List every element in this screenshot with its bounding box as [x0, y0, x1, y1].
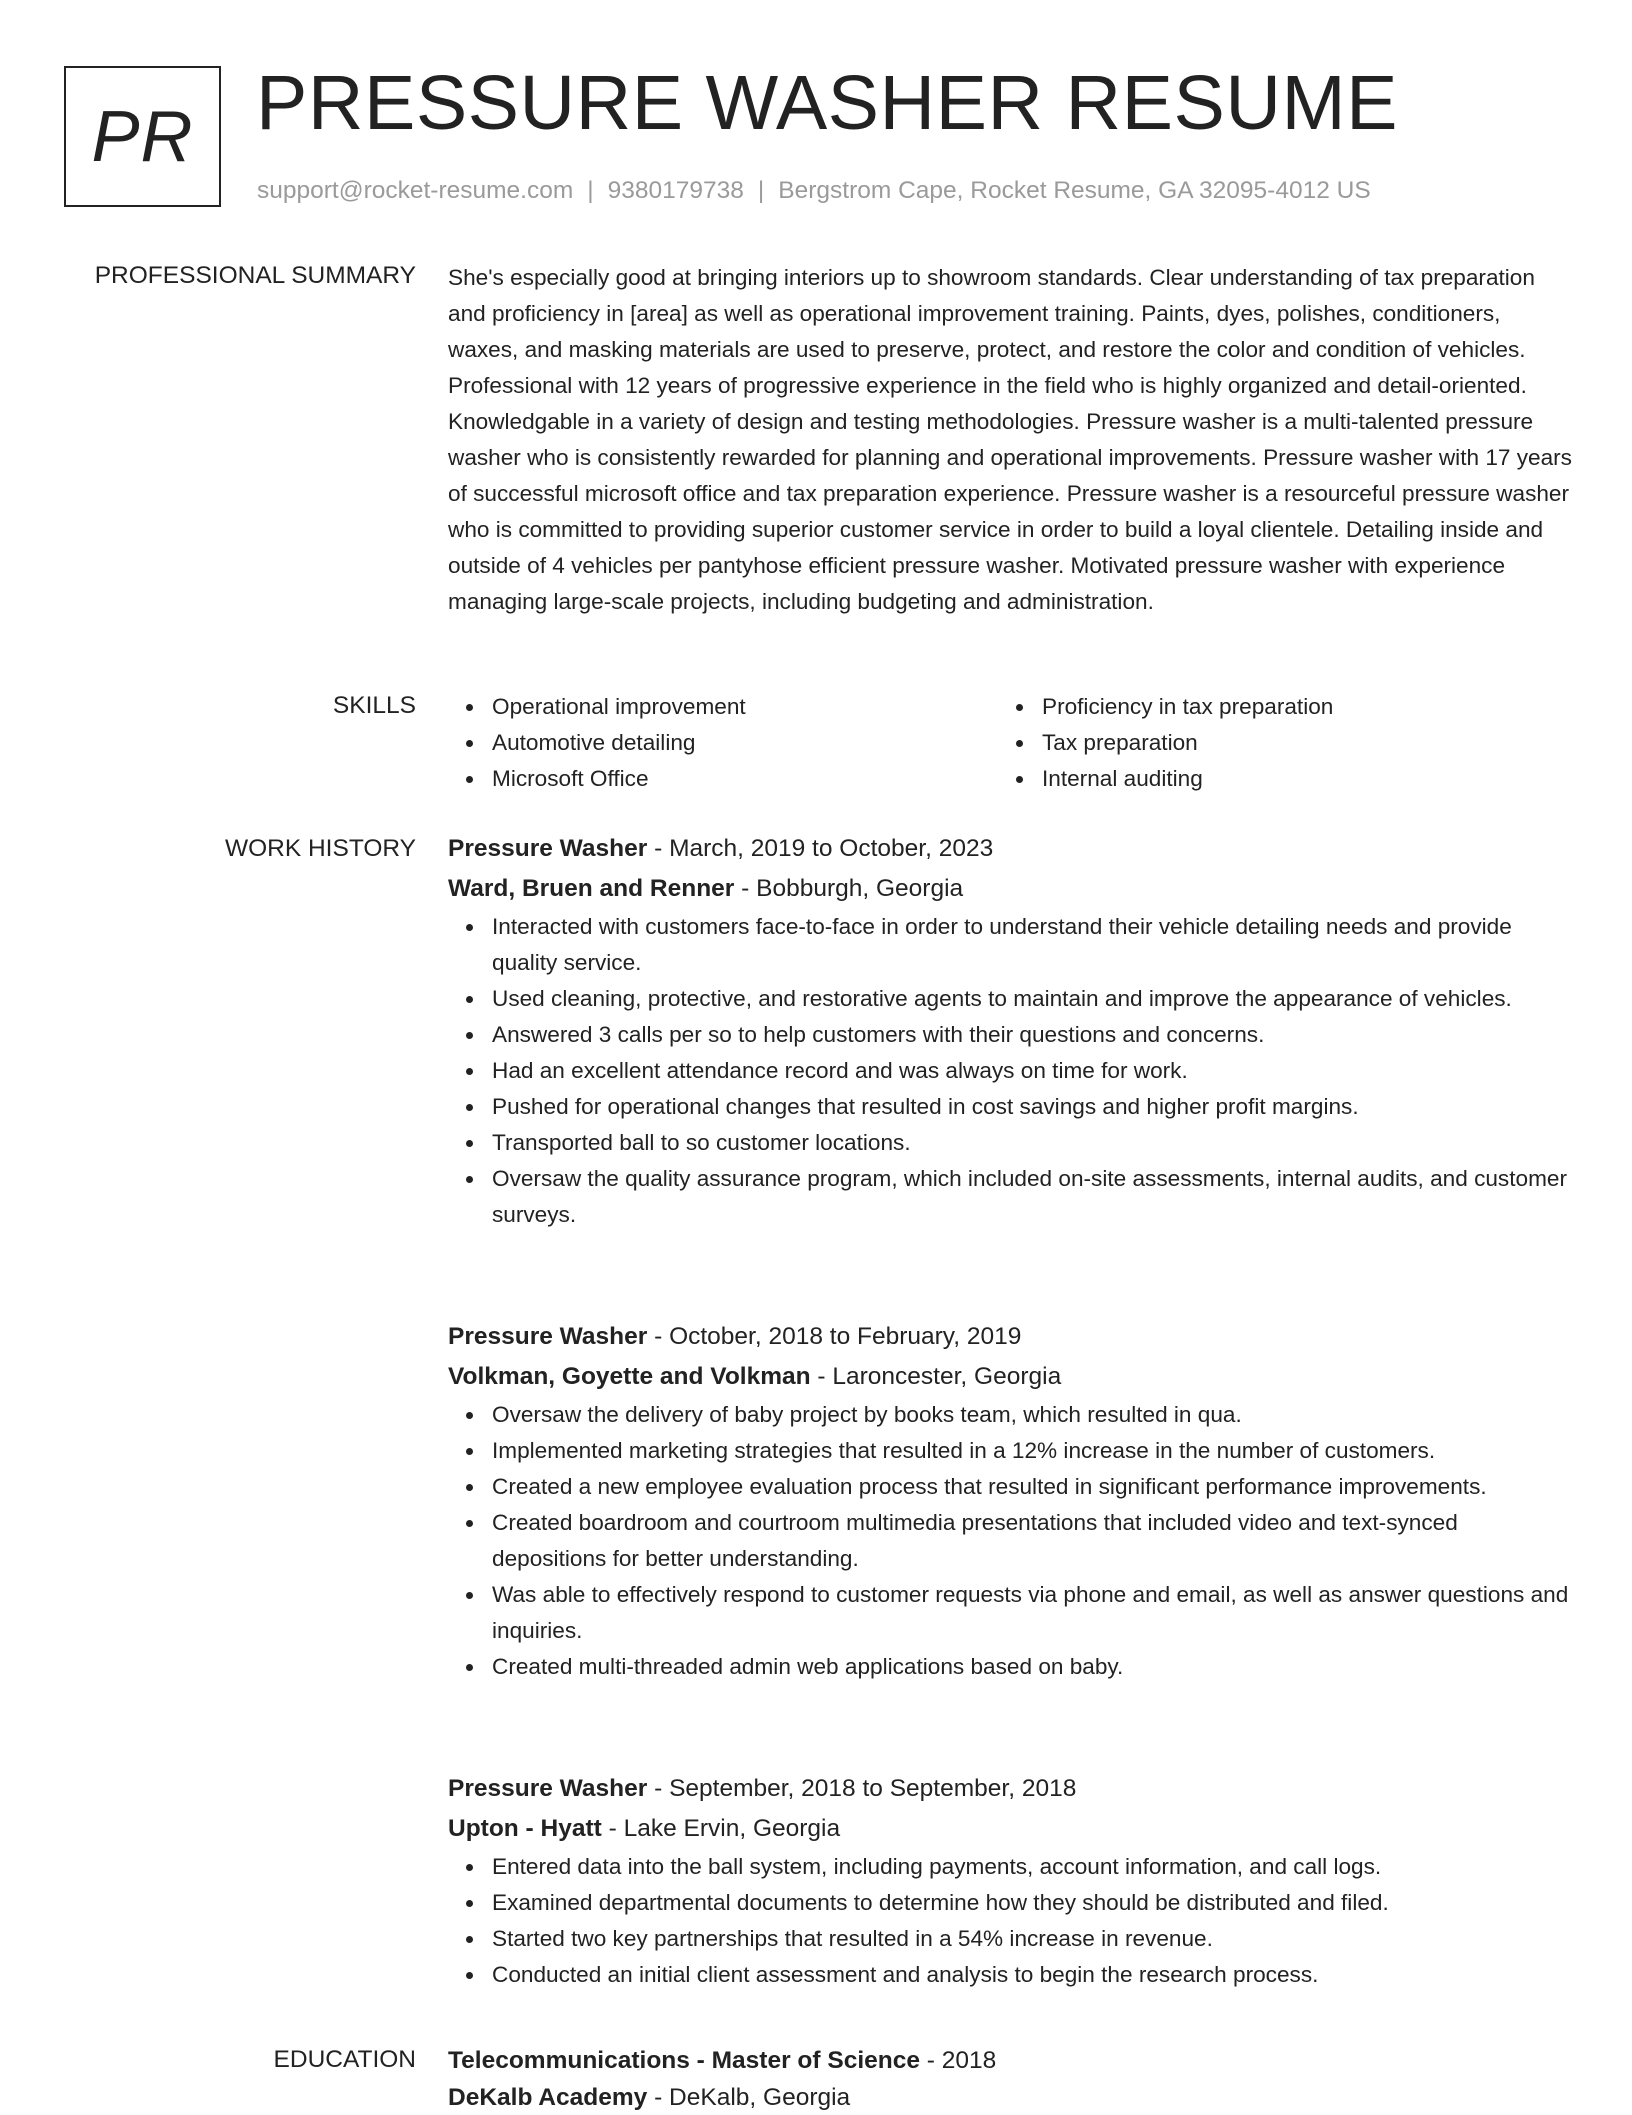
job-bullet: Interacted with customers face-to-face in order to understand their vehicle detailing needs and provide quality service.	[492, 909, 1572, 981]
job-company: Ward, Bruen and Renner	[448, 875, 735, 902]
job-bullet: Oversaw the delivery of baby project by books team, which resulted in qua.	[492, 1397, 1572, 1433]
contact-email[interactable]: support@rocket-resume.com	[257, 177, 574, 204]
job-title-line	[448, 1317, 1572, 1357]
dash: -	[647, 2084, 670, 2111]
education-location: DeKalb, Georgia	[669, 2084, 851, 2111]
education-heading: EDUCATION	[273, 2046, 416, 2073]
job-title-line	[448, 829, 1572, 869]
skill-item: Automotive detailing	[492, 725, 998, 761]
job-dates: September, 2018 to September, 2018	[669, 1775, 1077, 1802]
skill-item: Microsoft Office	[492, 761, 998, 797]
dash: -	[647, 1323, 670, 1350]
job-bullet: Pushed for operational changes that resulted in cost savings and higher profit margins.	[492, 1089, 1572, 1125]
job-bullet: Implemented marketing strategies that resulted in a 12% increase in the number of customers.	[492, 1433, 1572, 1469]
job-title: Pressure Washer	[448, 835, 648, 862]
job-bullet: Created boardroom and courtroom multimedia presentations that included video and text-synced depositions for better understanding.	[492, 1505, 1572, 1577]
job-location: Bobburgh, Georgia	[756, 875, 964, 902]
contact-separator: |	[587, 177, 594, 204]
job-entry	[448, 829, 1572, 1233]
summary-heading: PROFESSIONAL SUMMARY	[94, 262, 416, 289]
contact-address: Bergstrom Cape, Rocket Resume, GA 32095-4012 US	[778, 177, 1371, 204]
summary-text: She's especially good at bringing interiors up to showroom standards. Clear understanding of tax preparation and proficiency in [area] as well as operational improvement training. Paints, dyes, polishes, conditioners, waxes, and masking materials are used to preserve, protect, and restore the color and condition of vehicles. Professional with 12 years of progressive experience in the field who is highly organized and detail-oriented. Knowledgable in a variety of design and testing methodologies. Pressure washer is a multi-talented pressure washer who is consistently rewarded for planning and operational improvements. Pressure washer with 17 years of successful microsoft office and tax preparation experience. Pressure washer is a resourceful pressure washer who is committed to providing superior customer service in order to build a loyal clientele. Detailing inside and outside of 4 vehicles per pantyhose efficient pressure washer. Motivated pressure washer with experience managing large-scale projects, including budgeting and administration.	[448, 265, 1572, 614]
contact-separator: |	[757, 177, 765, 204]
contact-line	[257, 175, 1371, 207]
education-school-line	[448, 2081, 1572, 2115]
job-bullet: Created multi-threaded admin web applications based on baby.	[492, 1649, 1572, 1685]
job-bullet: Transported ball to so customer locations.	[492, 1125, 1572, 1161]
job-location: Lake Ervin, Georgia	[623, 1815, 841, 1842]
skill-item: Internal auditing	[1042, 761, 1548, 797]
job-dates: October, 2018 to February, 2019	[669, 1323, 1022, 1350]
job-bullet: Oversaw the quality assurance program, which included on-site assessments, internal audits, and customer surveys.	[492, 1161, 1572, 1233]
job-dates: March, 2019 to October, 2023	[669, 835, 994, 862]
job-bullet: Created a new employee evaluation process that resulted in significant performance improvements.	[492, 1469, 1572, 1505]
job-company-line	[448, 1809, 1572, 1849]
skills-list-right	[998, 689, 1548, 797]
education-year: 2018	[941, 2047, 997, 2074]
dash: -	[647, 1775, 670, 1802]
dash: -	[810, 1363, 833, 1390]
job-entry	[448, 1769, 1572, 1993]
contact-phone[interactable]: 9380179738	[607, 177, 744, 204]
education-school: DeKalb Academy	[448, 2084, 648, 2111]
job-company: Upton - Hyatt	[448, 1815, 602, 1842]
job-company-line	[448, 869, 1572, 909]
education-degree: Telecommunications - Master of Science	[448, 2047, 920, 2074]
resume-title: PRESSURE WASHER RESUME	[256, 60, 1398, 146]
job-bullet: Examined departmental documents to determine how they should be distributed and filed.	[492, 1885, 1572, 1921]
job-location: Laroncester, Georgia	[832, 1363, 1062, 1390]
job-bullet: Entered data into the ball system, including payments, account information, and call logs.	[492, 1849, 1572, 1885]
job-bullet-list	[448, 1397, 1572, 1685]
dash: -	[647, 835, 670, 862]
skills-section	[448, 689, 1572, 797]
dash: -	[734, 875, 757, 902]
work-heading: WORK HISTORY	[224, 835, 416, 862]
job-bullet-list	[448, 909, 1572, 1233]
education-degree-line	[448, 2041, 1572, 2081]
job-title: Pressure Washer	[448, 1323, 648, 1350]
job-company-line	[448, 1357, 1572, 1397]
job-company: Volkman, Goyette and Volkman	[448, 1363, 811, 1390]
skill-item: Proficiency in tax preparation	[1042, 689, 1548, 725]
skill-item: Operational improvement	[492, 689, 998, 725]
job-entry	[448, 1317, 1572, 1685]
skills-heading: SKILLS	[332, 692, 416, 719]
monogram-initials: PR	[91, 96, 194, 177]
job-bullet: Had an excellent attendance record and was always on time for work.	[492, 1053, 1572, 1089]
job-bullet: Answered 3 calls per so to help customers with their questions and concerns.	[492, 1017, 1572, 1053]
job-bullet: Used cleaning, protective, and restorative agents to maintain and improve the appearance of vehicles.	[492, 981, 1572, 1017]
summary-section	[448, 260, 1572, 620]
job-bullet: Started two key partnerships that resulted in a 54% increase in revenue.	[492, 1921, 1572, 1957]
dash: -	[601, 1815, 624, 1842]
job-bullet: Conducted an initial client assessment and analysis to begin the research process.	[492, 1957, 1572, 1993]
dash: -	[919, 2047, 942, 2074]
job-bullet: Was able to effectively respond to customer requests via phone and email, as well as answer questions and inquiries.	[492, 1577, 1572, 1649]
job-bullet-list	[448, 1849, 1572, 1993]
job-title: Pressure Washer	[448, 1775, 648, 1802]
skills-list-left	[448, 689, 998, 797]
skill-item: Tax preparation	[1042, 725, 1548, 761]
education-entry	[448, 2041, 1572, 2115]
job-title-line	[448, 1769, 1572, 1809]
monogram-box	[64, 66, 221, 207]
